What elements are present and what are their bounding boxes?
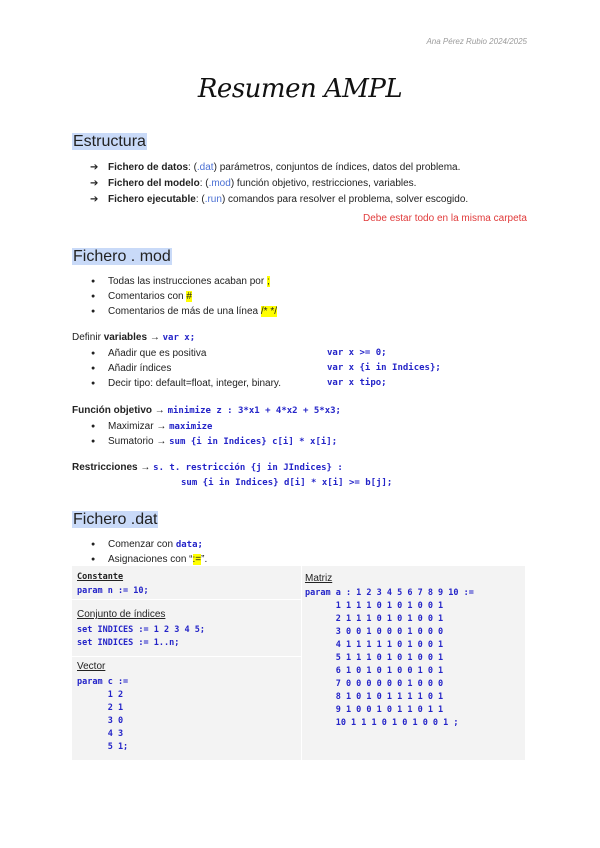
constante-label: Constante [77, 572, 124, 582]
list-item: ● Añadir índices [108, 361, 281, 376]
variables-list [108, 346, 281, 391]
list-item: ● Añadir que es positiva [108, 346, 281, 361]
dat-bullets [108, 537, 207, 567]
conjunto-label: Conjunto de índices [77, 609, 166, 620]
mod-bullets [108, 274, 277, 319]
vector-label: Vector [77, 661, 106, 672]
vector-code-3: 2 1 [77, 703, 124, 713]
row-divider [72, 656, 301, 657]
row-divider [72, 599, 301, 600]
matriz-code-3: 2 1 1 1 0 1 0 1 0 0 1 [305, 614, 444, 624]
list-item: ● Decir tipo: default=float, integer, binary. [108, 376, 281, 391]
author-line: Ana Pérez Rubio 2024/2025 [426, 37, 527, 46]
constraints-code-line: sum {i in Indices} d[i] * x[i] >= b[j]; [181, 478, 393, 488]
list-item: ● Asignaciones con “:=”. [108, 552, 207, 567]
vector-code-1: param c := [77, 677, 129, 687]
page-title: Resumen AMPL [197, 74, 403, 104]
list-item: ● Maximizar → maximize [108, 419, 337, 434]
objective-line: Función objetivo → minimize z : 3*x1 + 4*x2 + 5*x3; [72, 405, 341, 416]
matriz-label: Matriz [305, 573, 333, 584]
list-item: ● Comentarios con # [108, 289, 277, 304]
matriz-code-4: 3 0 0 1 0 0 0 1 0 0 0 [305, 627, 444, 637]
estructura-list [90, 160, 469, 208]
code-tipo: var x tipo; [327, 378, 387, 388]
variables-line: Definir variables → var x; [72, 332, 196, 343]
matriz-code-5: 4 1 1 1 1 1 0 1 0 0 1 [305, 640, 444, 650]
section-heading-dat: Fichero .dat [73, 511, 158, 528]
objective-list [108, 419, 337, 449]
matriz-code-6: 5 1 1 1 0 1 0 1 0 0 1 [305, 653, 444, 663]
conjunto-code-1: set INDICES := 1 2 3 4 5; [77, 625, 205, 635]
conjunto-code-2: set INDICES := 1..n; [77, 638, 180, 648]
code-positive: var x >= 0; [327, 348, 387, 358]
vector-code-4: 3 0 [77, 716, 124, 726]
list-item: ➔ Fichero del modelo: (.mod) función objetivo, restricciones, variables. [108, 176, 468, 192]
matriz-code-10: 9 1 0 0 1 0 1 1 0 1 1 [305, 705, 444, 715]
code-indices: var x {i in Indices}; [327, 363, 441, 373]
list-item: ● Comenzar con data; [108, 537, 207, 552]
arrow-right-icon: ➔ [90, 194, 99, 205]
arrow-right-icon: ➔ [90, 178, 99, 189]
vector-code-2: 1 2 [77, 690, 124, 700]
list-item: ➔ Fichero de datos: (.dat) parámetros, conjuntos de índices, datos del problema. [108, 160, 468, 176]
constraints-line: Restricciones → s. t. restricción {j in JIndices} : [72, 462, 343, 473]
section-heading-mod: Fichero . mod [73, 248, 171, 265]
matriz-code-9: 8 1 0 1 0 1 1 1 1 0 1 [305, 692, 444, 702]
matriz-code-11: 10 1 1 1 0 1 0 1 0 0 1 ; [305, 718, 459, 728]
list-item: ● Sumatorio → sum {i in Indices} c[i] * x[i]; [108, 434, 337, 449]
column-divider [301, 566, 302, 760]
vector-code-5: 4 3 [77, 729, 124, 739]
arrow-right-icon: ➔ [90, 162, 99, 173]
dat-examples-table [72, 566, 525, 760]
constante-code: param n := 10; [77, 586, 149, 596]
list-item: ● Todas las instrucciones acaban por ; [108, 274, 277, 289]
matriz-code-2: 1 1 1 1 0 1 0 1 0 0 1 [305, 601, 444, 611]
matriz-code-7: 6 1 0 1 0 1 0 0 1 0 1 [305, 666, 444, 676]
list-item: ➔ Fichero ejecutable: (.run) comandos para resolver el problema, solver escogido. [108, 192, 468, 208]
matriz-code-1: param a : 1 2 3 4 5 6 7 8 9 10 := [305, 588, 474, 598]
list-item: ● Comentarios de más de una línea /* */ [108, 304, 277, 319]
matriz-code-8: 7 0 0 0 0 0 0 1 0 0 0 [305, 679, 444, 689]
folder-note: Debe estar todo en la misma carpeta [363, 213, 527, 224]
vector-code-6: 5 1; [77, 742, 129, 752]
section-heading-estructura: Estructura [73, 133, 146, 150]
